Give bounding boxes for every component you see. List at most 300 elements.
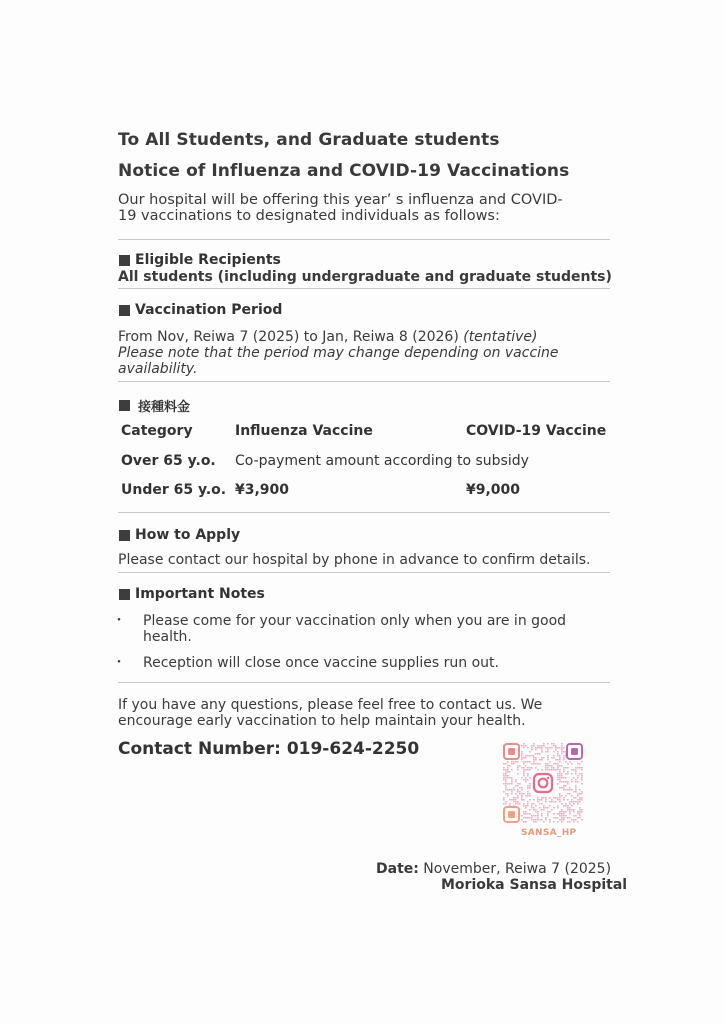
qr-module [557,817,559,819]
qr-module [567,763,569,765]
qr-module [505,773,507,775]
qr-module [575,769,577,771]
qr-module [525,781,527,783]
qr-module [521,787,523,789]
qr-module [549,769,551,771]
qr-module [561,817,563,819]
qr-module [559,769,561,771]
qr-module [557,797,559,799]
qr-module [517,773,519,775]
qr-module [581,773,583,775]
qr-module [529,817,531,819]
column-header-influenza: Influenza Vaccine [235,423,373,439]
qr-module [561,753,563,755]
qr-module [569,813,571,815]
qr-module [555,797,557,799]
qr-module [525,811,527,813]
qr-module [541,769,543,771]
qr-module [555,763,557,765]
qr-module [529,799,531,801]
qr-module [521,795,523,797]
section-heading-label: 接種料金 [138,400,191,415]
qr-module [553,743,555,745]
qr-module [571,809,573,811]
qr-module [519,783,521,785]
qr-module [527,805,529,807]
qr-module [531,747,533,749]
qr-module [553,757,555,759]
qr-module [559,799,561,801]
column-header-covid: COVID-19 Vaccine [466,423,607,439]
qr-module [561,751,563,753]
qr-module [541,749,543,751]
qr-module [537,747,539,749]
qr-module [533,807,535,809]
qr-module [519,803,521,805]
qr-module [569,821,571,823]
qr-module [535,757,537,759]
qr-module [527,787,529,789]
qr-module [567,793,569,795]
qr-module [575,785,577,787]
qr-module [563,785,565,787]
qr-module [507,771,509,773]
qr-module [533,759,535,761]
bullet-icon: ・ [112,655,126,671]
qr-module [535,809,537,811]
qr-module [523,763,525,765]
qr-module [539,819,541,821]
qr-module [555,769,557,771]
qr-module [549,797,551,799]
qr-module [535,747,537,749]
qr-module [525,755,527,757]
qr-module [547,813,549,815]
qr-module [543,807,545,809]
qr-module [557,807,559,809]
qr-module [547,751,549,753]
qr-module [559,775,561,777]
qr-module [517,795,519,797]
qr-module [559,815,561,817]
qr-module [523,821,525,823]
qr-module [545,817,547,819]
qr-module [557,767,559,769]
qr-module [545,767,547,769]
qr-module [571,819,573,821]
qr-module [509,789,511,791]
note-line: Reception will close once vaccine supplies run out. [143,655,499,671]
qr-module [543,743,545,745]
square-bullet-icon [119,400,130,411]
qr-module [523,767,525,769]
qr-module [517,761,519,763]
qr-module [559,759,561,761]
qr-module [569,811,571,813]
qr-module [511,799,513,801]
qr-module [559,813,561,815]
qr-module [535,811,537,813]
qr-module [523,775,525,777]
qr-module [507,789,509,791]
qr-module [563,755,565,757]
qr-module [573,797,575,799]
qr-module [557,751,559,753]
qr-module [557,775,559,777]
qr-module [511,777,513,779]
qr-module [525,779,527,781]
qr-module [507,775,509,777]
qr-module [563,777,565,779]
qr-module [535,763,537,765]
qr-module [563,747,565,749]
qr-module [579,763,581,765]
qr-module [549,805,551,807]
qr-module [553,745,555,747]
qr-module [573,815,575,817]
qr-module [557,813,559,815]
intro-line-2: 19 vaccinations to designated individuals as follows: [118,208,500,224]
qr-module [553,813,555,815]
qr-module [529,813,531,815]
qr-module [557,773,559,775]
qr-module [503,777,505,779]
qr-module [565,815,567,817]
divider [118,682,610,683]
qr-module [525,813,527,815]
qr-module [549,819,551,821]
qr-module [563,787,565,789]
qr-module [559,755,561,757]
qr-module [555,745,557,747]
qr-module [515,801,517,803]
qr-module [561,819,563,821]
divider [118,381,610,382]
qr-module [571,769,573,771]
section-heading-label: How to Apply [135,527,241,543]
qr-module [581,775,583,777]
qr-module [523,811,525,813]
qr-module [517,789,519,791]
qr-module [557,753,559,755]
qr-module [523,779,525,781]
qr-module [531,803,533,805]
qr-module [515,785,517,787]
period-note-2: availability. [118,361,198,377]
qr-module [509,783,511,785]
qr-module [539,759,541,761]
qr-module [571,801,573,803]
qr-module [529,767,531,769]
qr-module [549,761,551,763]
qr-module [563,813,565,815]
qr-module [507,795,509,797]
qr-module [553,763,555,765]
date-label: Date: [376,861,419,877]
qr-module [509,771,511,773]
qr-module [559,793,561,795]
qr-module [503,797,505,799]
qr-module [541,759,543,761]
qr-module [525,745,527,747]
qr-module [553,801,555,803]
qr-module [559,771,561,773]
apply-text: Please contact our hospital by phone in advance to confirm details. [118,552,591,568]
qr-module [531,819,533,821]
qr-module [523,773,525,775]
qr-module [541,751,543,753]
qr-module [505,777,507,779]
qr-module [541,799,543,801]
qr-module [521,767,523,769]
qr-module [505,779,507,781]
qr-module [563,781,565,783]
qr-module [577,799,579,801]
qr-module [537,819,539,821]
qr-module [577,817,579,819]
qr-module [565,805,567,807]
qr-module [541,745,543,747]
section-heading-label: Important Notes [135,586,265,602]
qr-code[interactable] [503,743,583,823]
row-category: Over 65 y.o. [121,453,216,469]
qr-module [529,783,531,785]
qr-module [575,819,577,821]
row-covid-fee: ¥9,000 [466,482,521,498]
qr-module [523,817,525,819]
qr-module [527,791,529,793]
section-heading-period [119,302,282,318]
qr-module [581,799,583,801]
qr-module [547,769,549,771]
qr-module [557,799,559,801]
qr-module [579,817,581,819]
qr-module [537,801,539,803]
qr-module [531,767,533,769]
qr-module [527,769,529,771]
qr-module [539,745,541,747]
qr-module [517,785,519,787]
qr-module [561,747,563,749]
qr-module [557,759,559,761]
qr-module [537,817,539,819]
qr-module [553,755,555,757]
qr-module [505,803,507,805]
qr-module [531,805,533,807]
qr-module [575,797,577,799]
qr-module [563,797,565,799]
section-heading-label: Vaccination Period [135,302,283,318]
qr-module [567,789,569,791]
qr-module [581,761,583,763]
qr-module [545,801,547,803]
qr-module [579,815,581,817]
qr-module [547,747,549,749]
row-combined-fee: Co-payment amount according to subsidy [235,453,529,469]
qr-module [523,803,525,805]
qr-module [553,751,555,753]
qr-module [573,777,575,779]
row-influenza-fee: ¥3,900 [235,482,290,498]
qr-module [537,815,539,817]
qr-module [505,789,507,791]
qr-module [537,763,539,765]
qr-module [567,783,569,785]
qr-module [573,791,575,793]
qr-module [559,779,561,781]
qr-module [505,793,507,795]
qr-module [545,763,547,765]
square-bullet-icon [119,305,130,316]
qr-module [529,751,531,753]
qr-module [533,761,535,763]
qr-module [547,811,549,813]
qr-module [507,767,509,769]
qr-module [555,749,557,751]
qr-module [525,761,527,763]
qr-module [581,779,583,781]
qr-module [557,821,559,823]
square-bullet-icon [119,255,130,266]
qr-module [529,769,531,771]
qr-module [551,765,553,767]
qr-module [537,753,539,755]
qr-module [519,765,521,767]
qr-module [521,755,523,757]
qr-module [559,765,561,767]
qr-module [517,803,519,805]
qr-module [561,813,563,815]
qr-module [571,773,573,775]
qr-module [579,813,581,815]
section-heading-apply [119,527,240,543]
qr-module [529,777,531,779]
qr-module [581,797,583,799]
qr-module [523,793,525,795]
qr-module [505,785,507,787]
qr-module [561,743,563,745]
qr-module [537,745,539,747]
divider [118,572,610,573]
qr-module [511,793,513,795]
qr-module [507,769,509,771]
qr-module [565,773,567,775]
qr-module [579,807,581,809]
qr-module [573,811,575,813]
qr-module [535,805,537,807]
qr-module [509,803,511,805]
qr-module [541,815,543,817]
qr-module [561,773,563,775]
qr-module [509,777,511,779]
qr-module [529,761,531,763]
square-bullet-icon [119,589,130,600]
qr-module [561,815,563,817]
qr-module [507,793,509,795]
qr-module [515,779,517,781]
qr-module [503,767,505,769]
qr-module [577,767,579,769]
qr-module [563,799,565,801]
qr-module [547,763,549,765]
qr-module [527,801,529,803]
qr-module [569,793,571,795]
qr-module [563,751,565,753]
qr-module [551,747,553,749]
qr-module [557,755,559,757]
qr-module [563,805,565,807]
qr-module [561,787,563,789]
qr-module [575,787,577,789]
qr-module [537,799,539,801]
qr-module [511,783,513,785]
qr-module [517,801,519,803]
qr-module [579,799,581,801]
qr-module [559,781,561,783]
qr-module [547,749,549,751]
qr-module [581,777,583,779]
qr-module [511,781,513,783]
qr-module [573,821,575,823]
qr-module [563,769,565,771]
qr-module [505,771,507,773]
qr-module [561,803,563,805]
qr-module [569,761,571,763]
qr-module [535,767,537,769]
section-heading-fees [119,396,190,415]
qr-module [523,813,525,815]
section-heading-label: Eligible Recipients [135,252,281,268]
qr-module [521,793,523,795]
qr-module [571,799,573,801]
qr-module [523,745,525,747]
qr-module [525,795,527,797]
qr-finder-top-left [504,744,519,759]
instagram-icon [532,772,554,794]
qr-module [567,773,569,775]
qr-module [559,801,561,803]
qr-module [527,817,529,819]
qr-module [565,795,567,797]
qr-module [571,779,573,781]
qr-module [573,819,575,821]
qr-module [561,795,563,797]
qr-module [545,751,547,753]
qr-module [527,785,529,787]
qr-module [503,775,505,777]
contact-number: Contact Number: 019-624-2250 [118,739,420,759]
qr-module [521,745,523,747]
qr-module [533,799,535,801]
qr-module [567,817,569,819]
qr-module [547,755,549,757]
qr-module [541,809,543,811]
closing-line-1: If you have any questions, please feel free to contact us. We [118,697,543,713]
qr-module [581,767,583,769]
page-title: Notice of Influenza and COVID-19 Vaccinations [118,161,570,181]
qr-module [563,767,565,769]
qr-module [559,773,561,775]
qr-module [563,817,565,819]
qr-module [547,743,549,745]
qr-module [549,801,551,803]
qr-module [559,747,561,749]
date-value: November, Reiwa 7 (2025) [418,861,612,877]
qr-module [543,809,545,811]
qr-module [547,815,549,817]
qr-module [577,821,579,823]
qr-module [521,777,523,779]
